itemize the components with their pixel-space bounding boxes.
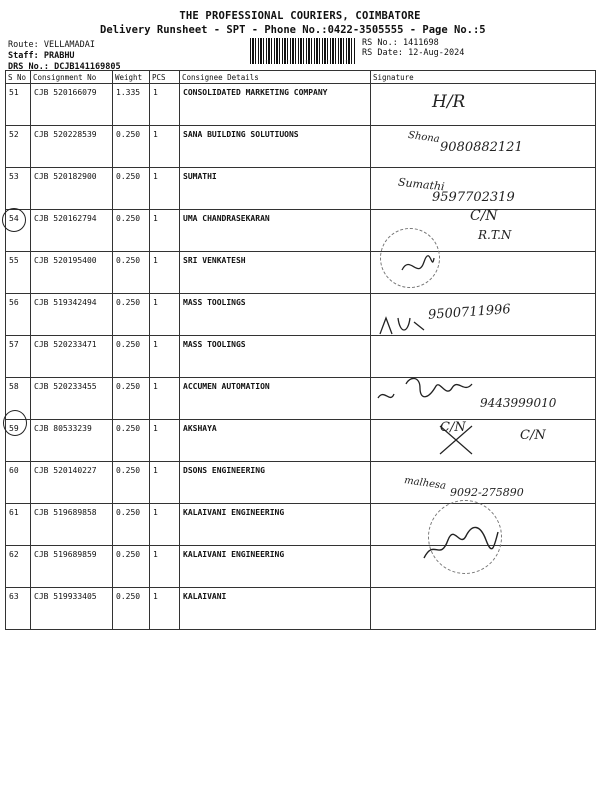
cell-weight: 0.250: [113, 546, 150, 588]
cell-pcs: 1: [150, 378, 180, 420]
handwriting-name-60: malhesa: [403, 475, 447, 492]
cell-sno: 58: [6, 378, 31, 420]
table-row: [6, 504, 596, 546]
staff-value: PRABHU: [43, 51, 75, 61]
circle-mark-54: [2, 208, 26, 232]
cell-sno: 54: [6, 210, 31, 252]
cell-consignment: CJB 519689858: [31, 504, 113, 546]
cell-consignment: CJB 520228539: [31, 126, 113, 168]
rs-no-line: RS No.: 1411698: [362, 38, 439, 48]
handwriting-name-53: Sumathi: [397, 175, 446, 194]
cell-weight: 0.250: [113, 210, 150, 252]
table-row: [6, 84, 596, 126]
cell-sno: 53: [6, 168, 31, 210]
cell-weight: 0.250: [113, 336, 150, 378]
cell-consignee: CONSOLIDATED MARKETING COMPANY: [180, 84, 371, 126]
cell-consignee: KALAIVANI ENGINEERING: [180, 504, 371, 546]
cell-consignee: AKSHAYA: [180, 420, 371, 462]
cell-consignee: MASS TOOLINGS: [180, 294, 371, 336]
cell-weight: 0.250: [113, 588, 150, 630]
cell-weight: 0.250: [113, 504, 150, 546]
cell-signature: [371, 84, 596, 126]
cell-pcs: 1: [150, 546, 180, 588]
cell-consignment: CJB 520166079: [31, 84, 113, 126]
cell-sno: 63: [6, 588, 31, 630]
handwriting-cn-59a: C/N: [440, 420, 466, 435]
cell-consignee: SANA BUILDING SOLUTIUONS: [180, 126, 371, 168]
cell-consignee: UMA CHANDRASEKARAN: [180, 210, 371, 252]
cell-pcs: 1: [150, 588, 180, 630]
cell-consignee: SUMATHI: [180, 168, 371, 210]
cell-weight: 0.250: [113, 168, 150, 210]
cell-sno: 55: [6, 252, 31, 294]
company-title: THE PROFESSIONAL COURIERS, COIMBATORE: [179, 10, 421, 22]
cell-weight: 0.250: [113, 420, 150, 462]
handwriting-phone-52: 9080882121: [440, 140, 523, 155]
handwriting-phone-58: 9443999010: [480, 396, 557, 410]
cell-signature: [371, 588, 596, 630]
table-row: [6, 546, 596, 588]
handwriting-name-52: Shona: [407, 129, 441, 146]
cell-sno: 51: [6, 84, 31, 126]
cell-pcs: 1: [150, 336, 180, 378]
handwriting-phone-60: 9092-275890: [450, 486, 524, 499]
cell-sno: 56: [6, 294, 31, 336]
col-header-consignment: Consignment No: [31, 71, 113, 84]
signature-scribble-58: [376, 374, 476, 406]
cell-weight: 0.250: [113, 126, 150, 168]
cell-pcs: 1: [150, 210, 180, 252]
cell-signature: [371, 336, 596, 378]
table-row: [6, 588, 596, 630]
cell-pcs: 1: [150, 126, 180, 168]
cell-consignee: KALAIVANI ENGINEERING: [180, 546, 371, 588]
drs-line: DRS No.: DCJB141169805: [8, 62, 121, 72]
cell-pcs: 1: [150, 504, 180, 546]
cell-consignee: DSONS ENGINEERING: [180, 462, 371, 504]
cell-sno: 62: [6, 546, 31, 588]
cell-consignment: CJB 520182900: [31, 168, 113, 210]
cell-consignment: CJB 520140227: [31, 462, 113, 504]
cell-weight: 1.335: [113, 84, 150, 126]
cell-sno: 52: [6, 126, 31, 168]
cell-consignment: CJB 519342494: [31, 294, 113, 336]
table-header-row: [6, 71, 596, 84]
cell-consignment: CJB 520162794: [31, 210, 113, 252]
cell-sno: 57: [6, 336, 31, 378]
cell-signature: [371, 420, 596, 462]
barcode: [250, 38, 356, 64]
cell-consignee: ACCUMEN AUTOMATION: [180, 378, 371, 420]
signature-scribble-61: [420, 518, 500, 564]
cell-consignment: CJB 80533239: [31, 420, 113, 462]
signature-scribble-56: [378, 312, 428, 340]
cell-weight: 0.250: [113, 462, 150, 504]
cell-pcs: 1: [150, 294, 180, 336]
route-value: VELLAMADAI: [43, 40, 96, 50]
cell-pcs: 1: [150, 168, 180, 210]
table-row: [6, 420, 596, 462]
cell-consignee: KALAIVANI: [180, 588, 371, 630]
rs-date-line: RS Date: 12-Aug-2024: [362, 48, 465, 58]
handwriting-phone-56: 9500711996: [427, 302, 512, 323]
cell-pcs: 1: [150, 420, 180, 462]
rs-date-value: 12-Aug-2024: [408, 48, 465, 58]
staff-line: Staff: PRABHU: [8, 51, 75, 61]
rs-no-value: 1411698: [402, 38, 439, 48]
cross-mark-59: [436, 420, 476, 460]
handwriting-rtn-54: R.T.N: [478, 228, 512, 242]
runsheet-subtitle: Delivery Runsheet - SPT - Phone No.:0422-3505555 - Page No.:5: [100, 24, 486, 36]
handwriting-cn-54: C/N: [470, 208, 498, 224]
circle-mark-59: [3, 410, 27, 436]
cell-sno: 61: [6, 504, 31, 546]
cell-consignment: CJB 520233471: [31, 336, 113, 378]
table-row: [6, 336, 596, 378]
col-header-consignee: Consignee Details: [180, 71, 371, 84]
col-header-pcs: PCS: [150, 71, 180, 84]
cell-weight: 0.250: [113, 252, 150, 294]
handwriting-hr: H/R: [432, 92, 466, 112]
handwriting-cn-59b: C/N: [520, 428, 546, 443]
cell-pcs: 1: [150, 252, 180, 294]
cell-sno: 59: [6, 420, 31, 462]
cell-weight: 0.250: [113, 294, 150, 336]
handwriting-phone-53: 9597702319: [432, 190, 515, 205]
cell-pcs: 1: [150, 84, 180, 126]
table-row: [6, 252, 596, 294]
drs-value: DCJB141169805: [54, 62, 121, 72]
cell-consignee: SRI VENKATESH: [180, 252, 371, 294]
cell-consignee: MASS TOOLINGS: [180, 336, 371, 378]
cell-consignment: CJB 520233455: [31, 378, 113, 420]
cell-sno: 60: [6, 462, 31, 504]
col-header-sno: S No: [6, 71, 31, 84]
cell-pcs: 1: [150, 462, 180, 504]
col-header-signature: Signature: [371, 71, 596, 84]
cell-weight: 0.250: [113, 378, 150, 420]
signature-scribble-55: [400, 252, 436, 282]
route-line: Route: VELLAMADAI: [8, 40, 96, 50]
cell-consignment: CJB 520195400: [31, 252, 113, 294]
cell-consignment: CJB 519933405: [31, 588, 113, 630]
col-header-weight: Weight: [113, 71, 150, 84]
cell-consignment: CJB 519689859: [31, 546, 113, 588]
